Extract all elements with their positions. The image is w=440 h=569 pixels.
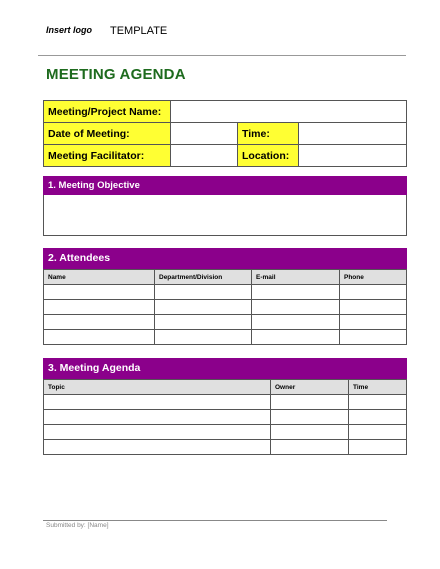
agenda-col-time: Time — [349, 380, 407, 395]
meeting-agenda-section — [43, 358, 407, 455]
table-row — [44, 315, 407, 330]
attendees-col-department: Department/Division — [155, 270, 252, 285]
table-cell[interactable] — [340, 330, 407, 345]
table-cell[interactable] — [44, 410, 271, 425]
table-row — [44, 410, 407, 425]
meeting-facilitator-field[interactable] — [171, 145, 238, 167]
table-cell[interactable] — [349, 425, 407, 440]
header-divider — [38, 55, 406, 56]
table-row — [44, 330, 407, 345]
table-cell[interactable] — [349, 410, 407, 425]
table-cell[interactable] — [340, 300, 407, 315]
attendees-col-email: E-mail — [252, 270, 340, 285]
table-cell[interactable] — [44, 440, 271, 455]
table-row — [44, 300, 407, 315]
table-cell[interactable] — [252, 330, 340, 345]
table-cell[interactable] — [252, 300, 340, 315]
attendees-col-phone: Phone — [340, 270, 407, 285]
table-cell[interactable] — [252, 285, 340, 300]
meeting-objective-field[interactable] — [43, 195, 407, 236]
meeting-info-table — [43, 100, 407, 167]
table-cell[interactable] — [44, 395, 271, 410]
attendees-heading: 2. Attendees — [43, 248, 407, 269]
table-cell[interactable] — [271, 395, 349, 410]
table-row — [44, 285, 407, 300]
location-label: Location: — [238, 145, 299, 167]
table-cell[interactable] — [252, 315, 340, 330]
meeting-agenda-heading: 3. Meeting Agenda — [43, 358, 407, 379]
meeting-project-name-field[interactable] — [171, 101, 407, 123]
signature-line — [43, 520, 387, 521]
table-cell[interactable] — [340, 315, 407, 330]
table-row — [44, 395, 407, 410]
table-cell[interactable] — [349, 440, 407, 455]
time-field[interactable] — [299, 123, 407, 145]
table-cell[interactable] — [44, 425, 271, 440]
table-cell[interactable] — [271, 440, 349, 455]
table-cell[interactable] — [349, 395, 407, 410]
table-cell[interactable] — [44, 330, 155, 345]
meeting-objective-heading: 1. Meeting Objective — [43, 176, 407, 195]
time-label: Time: — [238, 123, 299, 145]
meeting-objective-section — [43, 176, 407, 236]
table-cell[interactable] — [155, 300, 252, 315]
meeting-facilitator-label: Meeting Facilitator: — [44, 145, 171, 167]
table-cell[interactable] — [44, 285, 155, 300]
table-row — [44, 425, 407, 440]
attendees-col-name: Name — [44, 270, 155, 285]
table-cell[interactable] — [340, 285, 407, 300]
table-cell[interactable] — [44, 315, 155, 330]
page-title: MEETING AGENDA — [46, 66, 186, 83]
agenda-table — [43, 379, 407, 455]
table-cell[interactable] — [155, 330, 252, 345]
table-cell[interactable] — [271, 410, 349, 425]
table-row — [44, 440, 407, 455]
logo-placeholder: Insert logo — [46, 25, 93, 35]
agenda-col-topic: Topic — [44, 380, 271, 395]
meeting-project-name-label: Meeting/Project Name: — [44, 101, 171, 123]
table-cell[interactable] — [44, 300, 155, 315]
date-of-meeting-field[interactable] — [171, 123, 238, 145]
template-label: TEMPLATE — [110, 25, 168, 37]
location-field[interactable] — [299, 145, 407, 167]
table-cell[interactable] — [155, 285, 252, 300]
attendees-table — [43, 269, 407, 345]
table-cell[interactable] — [155, 315, 252, 330]
submitted-by-label: Submitted by: [Name] — [46, 522, 109, 529]
date-of-meeting-label: Date of Meeting: — [44, 123, 171, 145]
attendees-section — [43, 248, 407, 345]
table-cell[interactable] — [271, 425, 349, 440]
agenda-col-owner: Owner — [271, 380, 349, 395]
